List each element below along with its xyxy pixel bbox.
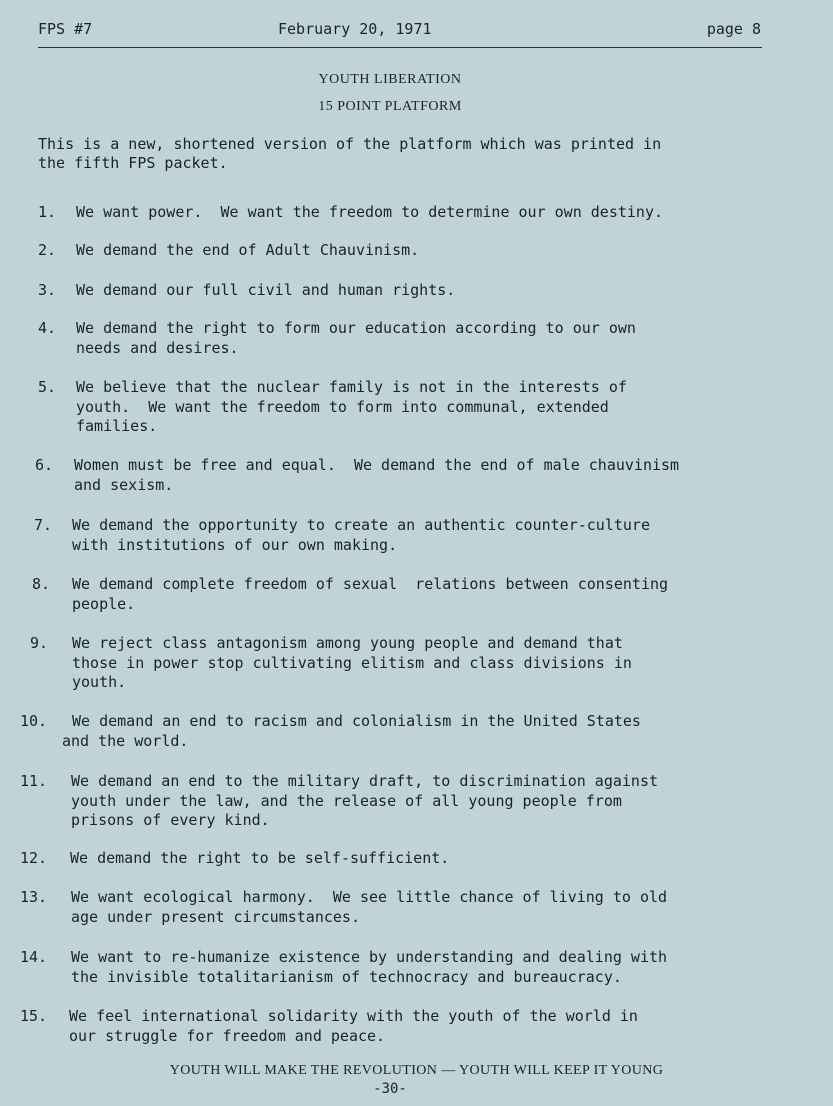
item-text: We demand the right to be self-sufficient. bbox=[70, 849, 450, 867]
page-header bbox=[38, 20, 761, 42]
item-number: 7. bbox=[34, 516, 53, 534]
item-text: We want power. We want the freedom to determine our own destiny. bbox=[76, 203, 663, 221]
item-number: 1. bbox=[38, 203, 57, 221]
title-line-2: 15 POINT PLATFORM bbox=[318, 99, 462, 114]
item-text: We want ecological harmony. We see little chance of living to old age under present circumstances. bbox=[71, 888, 668, 926]
closing-slogan: YOUTH WILL MAKE THE REVOLUTION — YOUTH WILL KEEP IT YOUNG bbox=[169, 1063, 664, 1078]
item-text: We reject class antagonism among young people and demand that those in power stop cultivating elitism and class divisions in youth. bbox=[72, 634, 632, 691]
intro-paragraph: This is a new, shortened version of the platform which was printed in the fifth FPS packet. bbox=[38, 135, 662, 172]
item-number: 15. bbox=[20, 1007, 48, 1025]
item-number: 12. bbox=[20, 849, 48, 867]
item-number: 14. bbox=[20, 948, 48, 966]
item-number: 5. bbox=[38, 378, 57, 396]
item-text: We demand an end to the military draft, to discrimination against youth under the law, and the release of all young people from prisons of every kind. bbox=[71, 772, 658, 829]
header-date: February 20, 1971 bbox=[278, 20, 432, 38]
item-text: We want to re-humanize existence by understanding and dealing with the invisible totalitarianism of technocracy and bureaucracy. bbox=[71, 948, 668, 986]
header-rule bbox=[38, 47, 762, 48]
item-text: We demand the end of Adult Chauvinism. bbox=[76, 241, 420, 259]
item-number: 11. bbox=[20, 772, 48, 790]
page-number: -30- bbox=[373, 1081, 407, 1097]
item-text: We demand complete freedom of sexual relations between consenting people. bbox=[72, 575, 669, 613]
item-text: Women must be free and equal. We demand the end of male chauvinism and sexism. bbox=[74, 456, 680, 494]
item-text: We demand the opportunity to create an authentic counter-culture with institutions of our own making. bbox=[72, 516, 650, 554]
item-text: We demand an end to racism and colonialism in the United States and the world. bbox=[62, 712, 641, 750]
header-issue: FPS #7 bbox=[38, 20, 93, 38]
item-text: We demand our full civil and human rights. bbox=[76, 281, 456, 299]
item-number: 4. bbox=[38, 319, 57, 337]
item-number: 13. bbox=[20, 888, 48, 906]
title-line-1: YOUTH LIBERATION bbox=[318, 72, 462, 87]
item-number: 10. bbox=[20, 712, 48, 730]
item-number: 3. bbox=[38, 281, 57, 299]
item-number: 9. bbox=[30, 634, 49, 652]
item-number: 8. bbox=[32, 575, 51, 593]
item-number: 6. bbox=[35, 456, 54, 474]
item-text: We demand the right to form our education according to our own needs and desires. bbox=[76, 319, 636, 357]
item-text: We feel international solidarity with the youth of the world in our struggle for freedom and peace. bbox=[69, 1007, 638, 1045]
item-text: We believe that the nuclear family is not in the interests of youth. We want the freedom to form into communal, extended families. bbox=[76, 378, 627, 435]
item-number: 2. bbox=[38, 241, 57, 259]
header-page: page 8 bbox=[706, 20, 761, 38]
